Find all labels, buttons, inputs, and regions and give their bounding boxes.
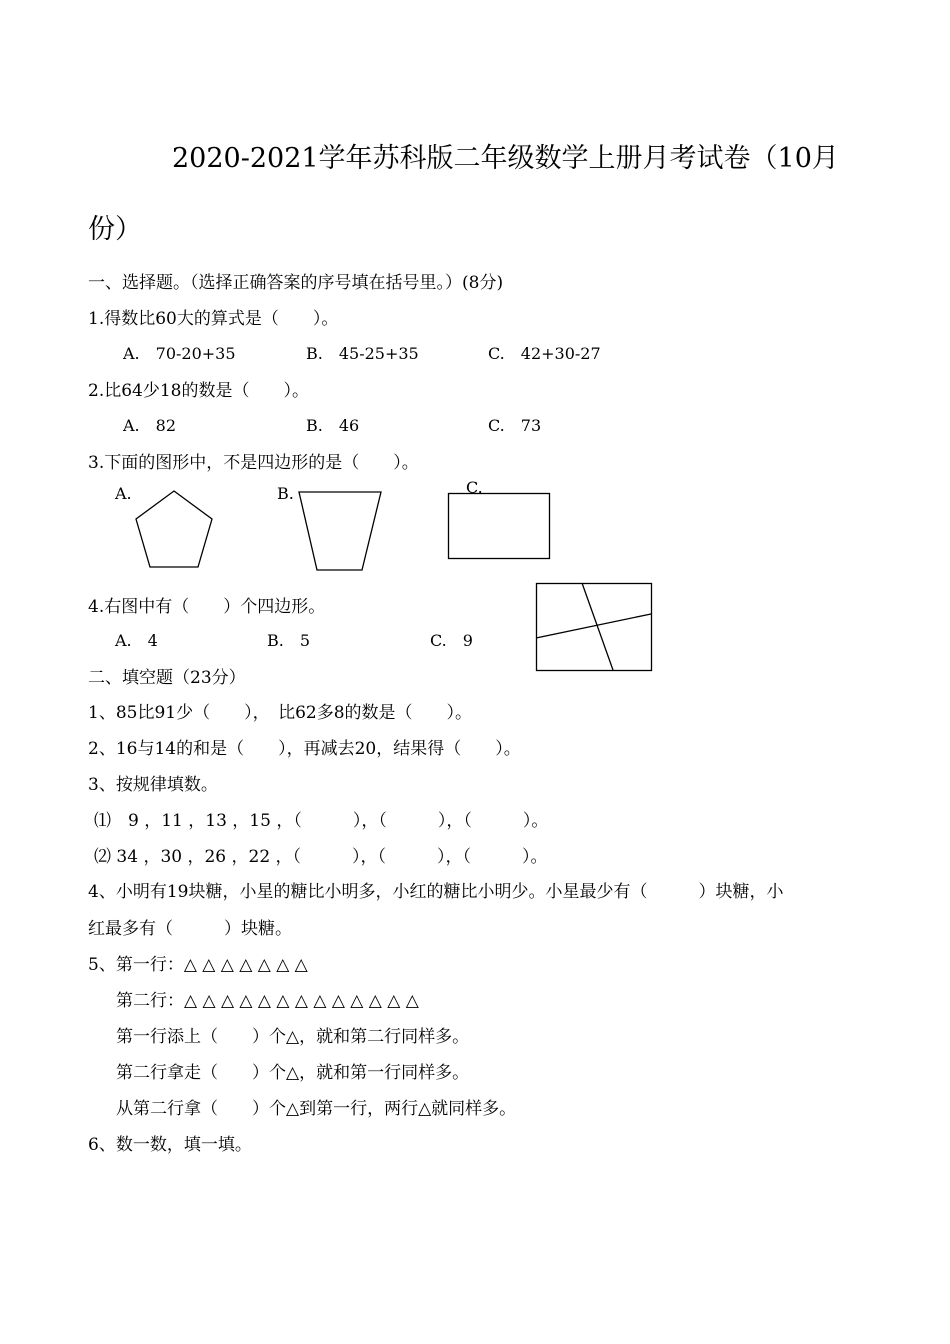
rectangle-shape xyxy=(449,494,550,559)
fill-q5-b: 第二行拿走（ ）个△，就和第一行同样多。 xyxy=(116,1063,470,1083)
q1-option-b: B. 45-25+35 xyxy=(306,344,419,363)
fill-q5-c: 从第二行拿（ ）个△到第一行，两行△就同样多。 xyxy=(116,1099,517,1119)
fill-q3: 3、按规律填数。 xyxy=(88,775,218,795)
q2-option-c: C. 73 xyxy=(488,416,542,435)
section1-header: 一、选择题。（选择正确答案的序号填在括号里。）(8分) xyxy=(88,273,504,293)
fill-q3-sequence-2: ⑵ 34 ，30 ，26 ，22 ，（ ），（ ），（ ）。 xyxy=(94,847,548,867)
fill-q3-sequence-1: ⑴ 9 ，11 ，13 ，15 ，（ ），（ ），（ ）。 xyxy=(94,811,549,831)
q4-option-a: A. 4 xyxy=(115,631,158,650)
q1-option-c: C. 42+30-27 xyxy=(488,344,601,363)
q3-text: 3.下面的图形中，不是四边形的是（ ）。 xyxy=(88,453,419,473)
fill-q4-line1: 4、小明有19块糖，小星的糖比小明多，小红的糖比小明少。小星最少有（ ）块糖，小 xyxy=(88,882,784,902)
q1-option-a: A. 70-20+35 xyxy=(123,344,236,363)
q3-option-a: A. xyxy=(115,484,132,503)
fill-q5-a: 第一行添上（ ）个△，就和第二行同样多。 xyxy=(116,1027,470,1047)
q2-option-a: A. 82 xyxy=(123,416,177,435)
q4-option-b: B. 5 xyxy=(267,631,311,650)
fill-q6: 6、数一数，填一填。 xyxy=(88,1135,252,1155)
fill-q1: 1、85比91少（ ）， 比62多8的数是（ ）。 xyxy=(88,703,473,723)
fill-q5-row2: 第二行：△ △ △ △ △ △ △ △ △ △ △ △ △ xyxy=(116,991,419,1011)
q3-option-b: B. xyxy=(277,484,294,503)
fill-q5-row1: 5、第一行：△ △ △ △ △ △ △ xyxy=(88,955,308,975)
fill-q4-line2: 红最多有（ ）块糖。 xyxy=(88,919,292,939)
page-title: 2020-2021学年苏科版二年级数学上册月考试卷（10月 xyxy=(172,143,839,174)
q2-text: 2.比64少18的数是（ ）。 xyxy=(88,381,309,401)
trapezoid-shape xyxy=(299,492,381,570)
pentagon-shape xyxy=(136,491,212,567)
page-title-continued: 份） xyxy=(88,214,142,245)
fill-q2: 2、16与14的和是（ ），再减去20，结果得（ ）。 xyxy=(88,739,521,759)
q4-text: 4.右图中有（ ）个四边形。 xyxy=(88,597,326,617)
q1-text: 1.得数比60大的算式是（ ）。 xyxy=(88,309,339,329)
q2-option-b: B. 46 xyxy=(306,416,360,435)
q4-figure xyxy=(536,583,652,671)
q4-option-c: C. 9 xyxy=(430,631,473,650)
q3-option-c: C. xyxy=(466,478,483,497)
section2-header: 二、填空题（23分） xyxy=(88,668,246,688)
